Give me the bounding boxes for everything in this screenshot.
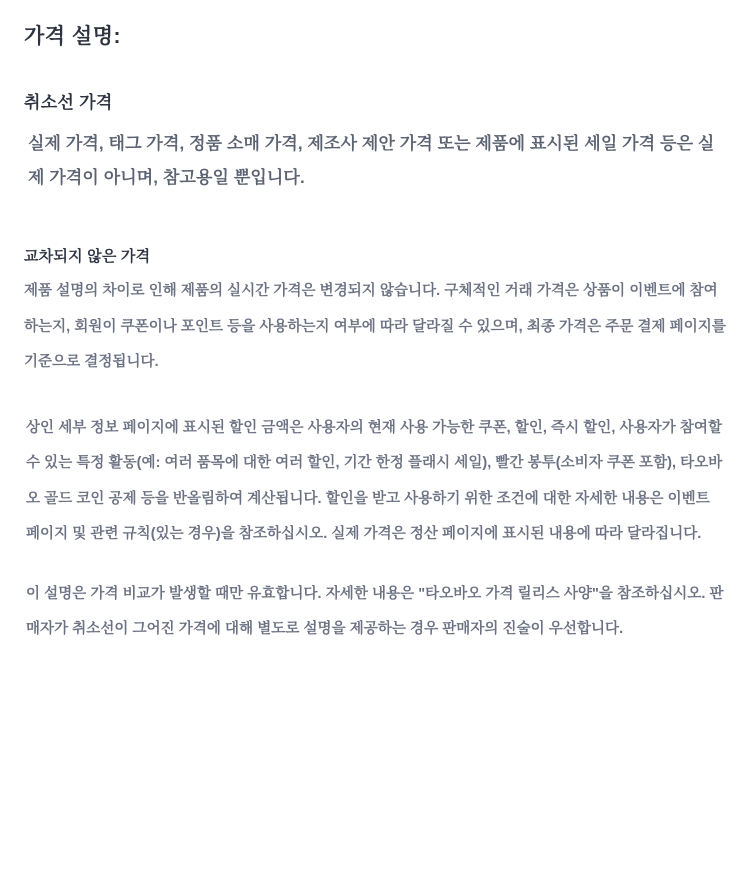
page-title: 가격 설명:	[24, 25, 121, 48]
paragraph-discount-calculation: 상인 세부 정보 페이지에 표시된 할인 금액은 사용자의 현재 사용 가능한 쿠폰, 할인, 즉시 할인, 사용자가 참여할 수 있는 특정 활동(예: 여러 품목에 대한 여러 할인, 기간 한정 플래시 세일), 빨간 봉투(소비자 쿠폰 포함), 타오바오 골드 코인 공제 등을 반올림하여 계산됩니다. 할인을 받고 사용하기 위한 조건에 대한 자세한 내용은 이벤트 페이지 및 관련 규칙(있는 경우)을 참조하십시오. 실제 가격은 정산 페이지에 표시된 내용에 따라 달라집니다.	[26, 419, 723, 543]
paragraph-spacer	[24, 553, 726, 569]
paragraph-spacer	[24, 381, 726, 403]
section-strikethrough-price	[24, 50, 726, 195]
section-heading-non-crossed-price: 교차되지 않은 가격	[24, 248, 151, 265]
section-non-crossed-price	[24, 195, 726, 648]
lead-paragraph-strikethrough-price: 실제 가격, 태그 가격, 정품 소매 가격, 제조사 제안 가격 또는 제품에 표시된 세일 가격 등은 실제 가격이 아니며, 참고용일 뿐입니다.	[28, 134, 715, 187]
paragraph-price-comparison-validity: 이 설명은 가격 비교가 발생할 때만 유효합니다. 자세한 내용은 "타오바오 가격 릴리스 사양"을 참조하십시오. 판매자가 취소선이 그어진 가격에 대해 별도로 설명을 제공하는 경우 판매자의 진술이 우선합니다.	[26, 585, 724, 638]
paragraph-realtime-price: 제품 설명의 차이로 인해 제품의 실시간 가격은 변경되지 않습니다. 구체적인 거래 가격은 상품이 이벤트에 참여하는지, 회원이 쿠폰이나 포인트 등을 사용하는지 여부에 따라 달라질 수 있으며, 최종 가격은 주문 결제 페이지를 기준으로 결정됩니다.	[24, 283, 726, 371]
section-heading-strikethrough-price: 취소선 가격	[24, 93, 113, 112]
